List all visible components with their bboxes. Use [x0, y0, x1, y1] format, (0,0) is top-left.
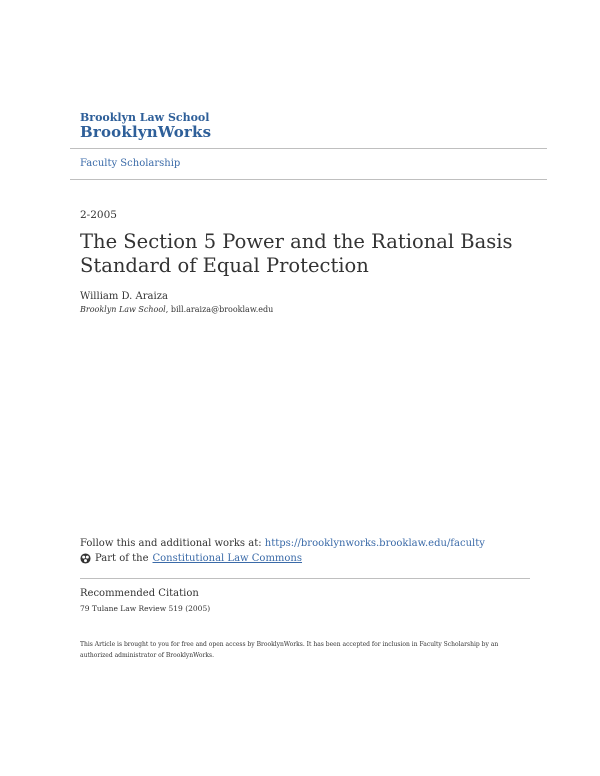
follow-line	[80, 538, 485, 549]
repository-name[interactable]: BrooklynWorks	[80, 123, 212, 141]
article-title: The Section 5 Power and the Rational Basis Standard of Equal Protection	[80, 230, 513, 277]
author-name: William D. Araiza	[80, 291, 168, 302]
faculty-url-link[interactable]: https://brooklynworks.brooklaw.edu/faculty	[264, 538, 485, 549]
institution-name: Brooklyn Law School	[80, 111, 210, 124]
citation-text: 79 Tulane Law Review 519 (2005)	[80, 604, 211, 613]
divider-series	[70, 179, 547, 180]
affiliation-name: Brooklyn Law School	[80, 305, 166, 314]
publication-date: 2-2005	[80, 209, 117, 221]
follow-label: Follow this and additional works at:	[80, 538, 265, 549]
commons-link[interactable]: Constitutional Law Commons	[152, 553, 303, 564]
network-icon	[80, 553, 91, 564]
divider-citation	[80, 578, 530, 579]
author-email: , bill.araiza@brooklaw.edu	[165, 305, 274, 314]
series-link[interactable]: Faculty Scholarship	[80, 158, 181, 169]
access-notice: This Article is brought to you for free and open access by BrooklynWorks. It has been accepted for inclusion in Faculty Scholarship by an authorized administrator of BrooklynWorks.	[80, 641, 499, 659]
divider-top	[70, 148, 547, 149]
part-of-label: Part of the	[95, 553, 149, 564]
citation-heading: Recommended Citation	[80, 588, 199, 599]
part-of-line	[80, 553, 302, 564]
author-affiliation	[80, 305, 273, 314]
